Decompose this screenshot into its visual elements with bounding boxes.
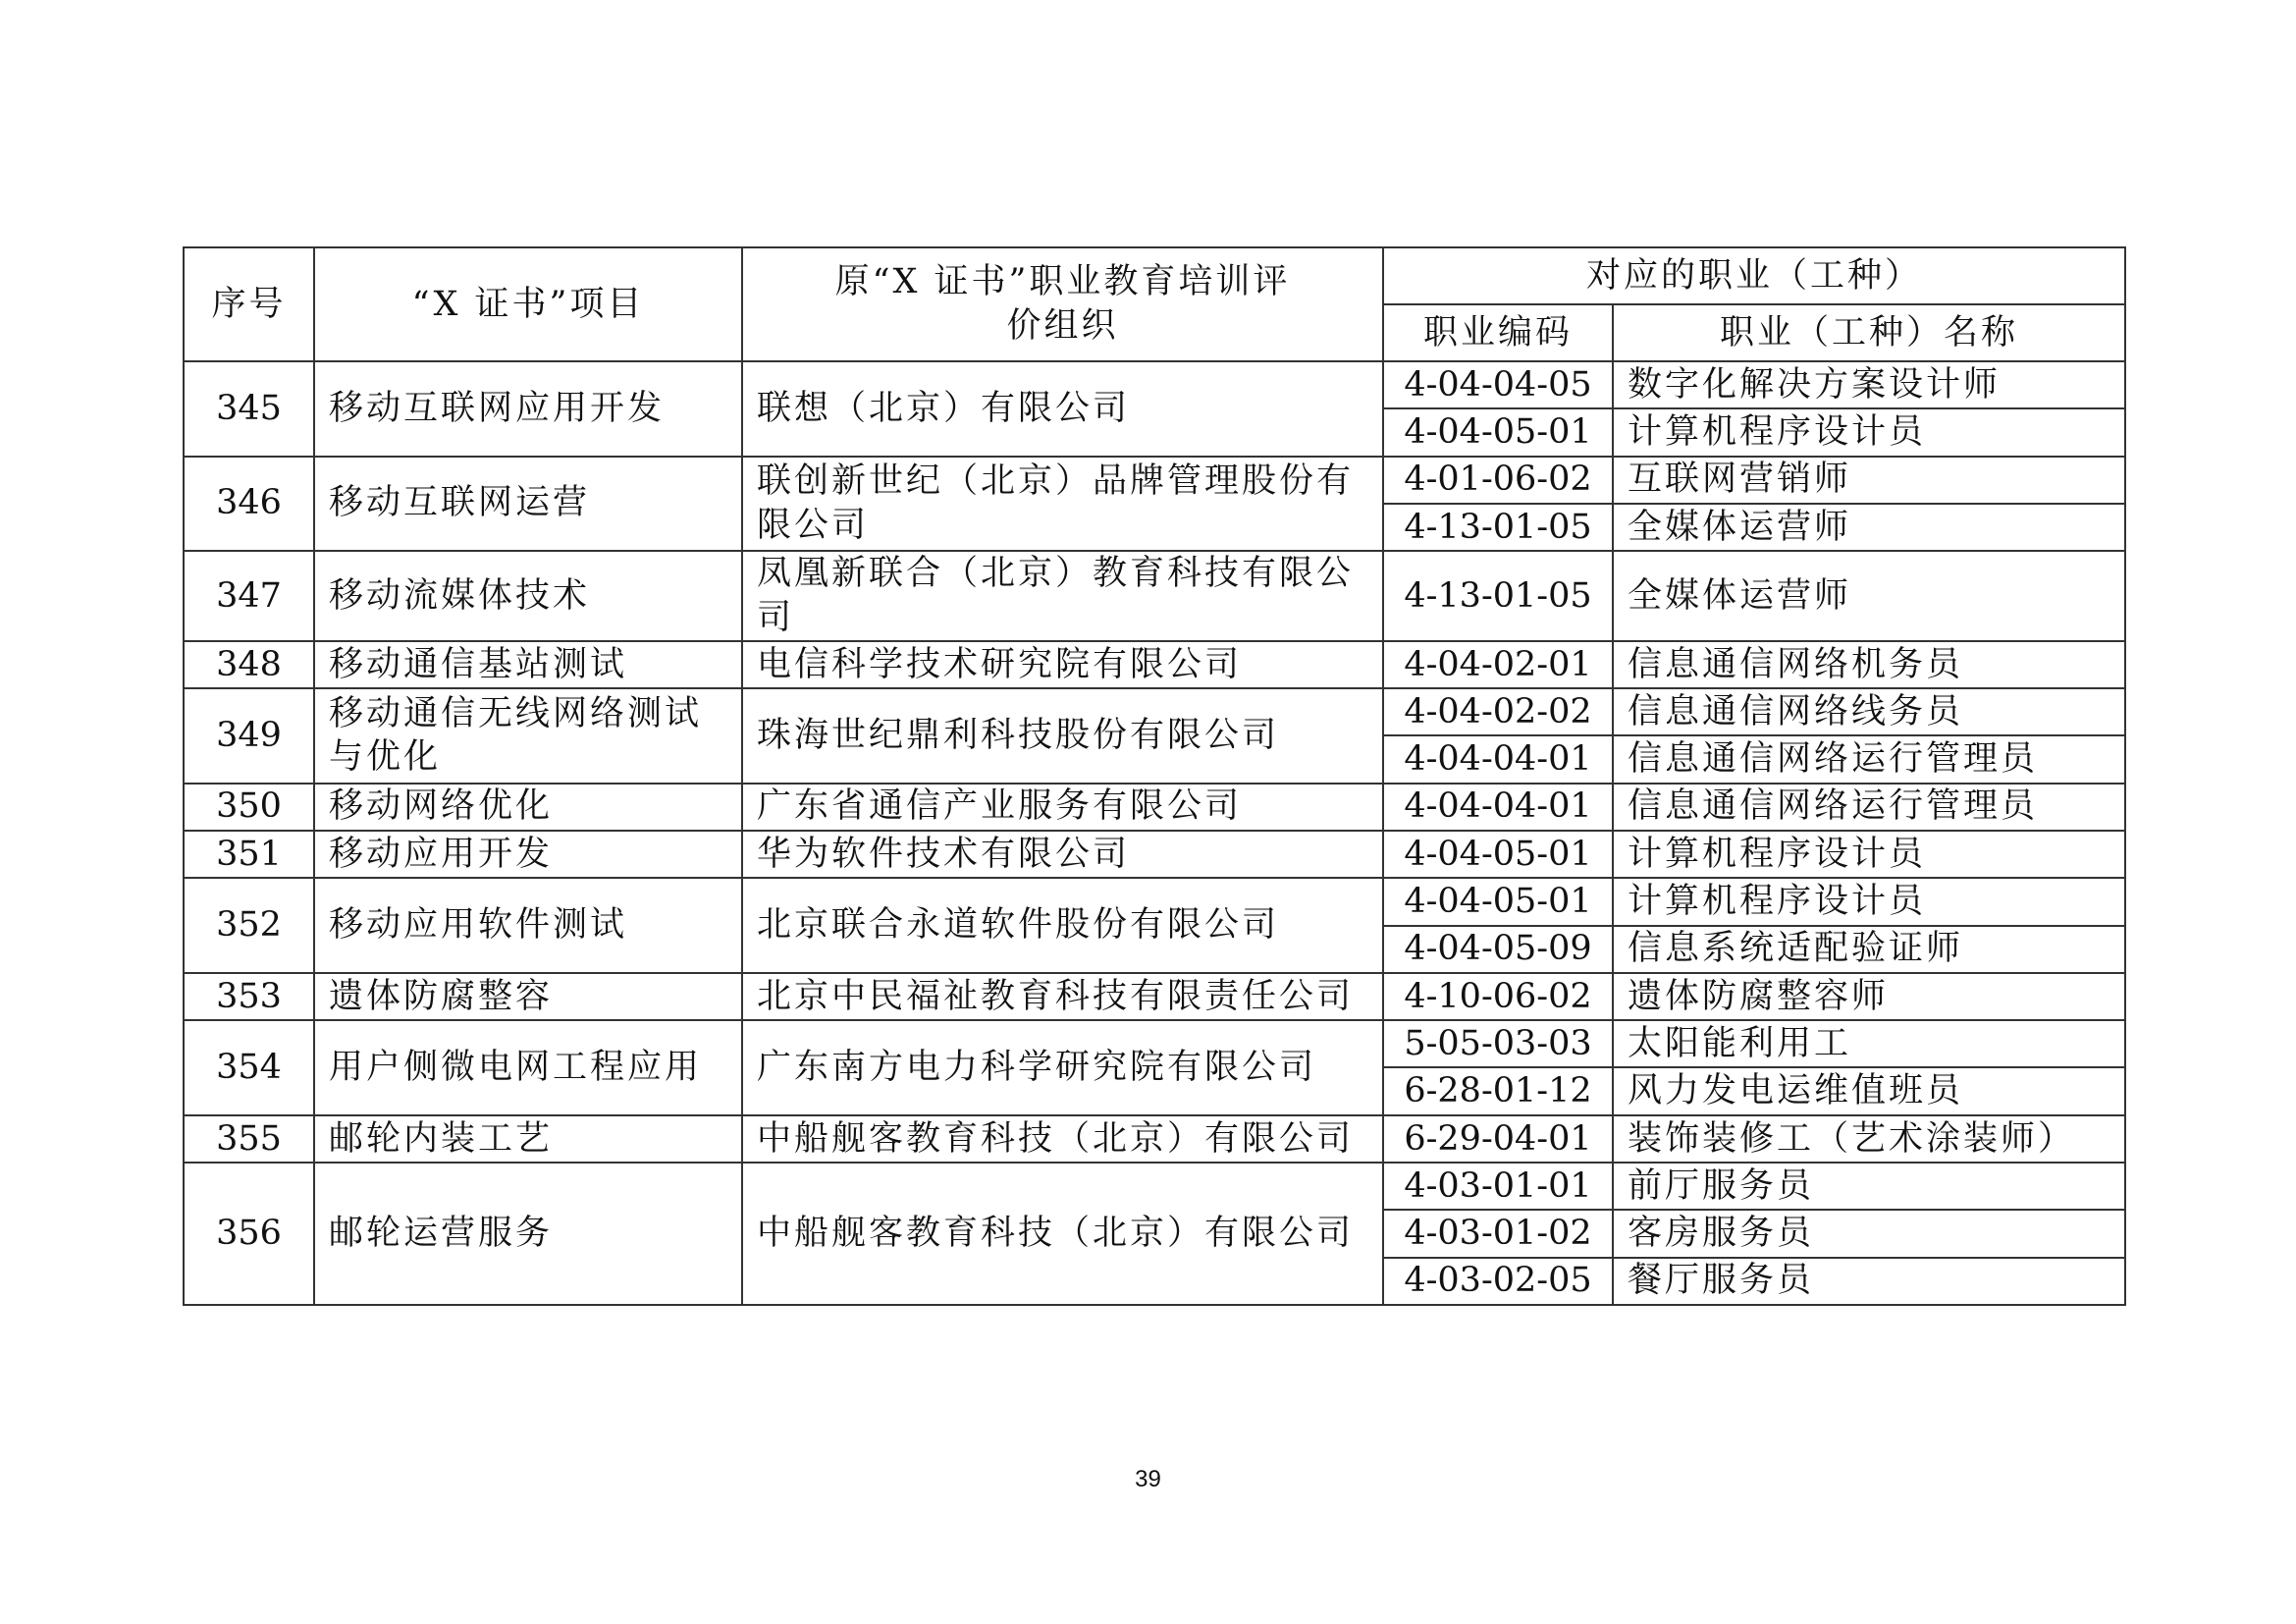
table-row — [184, 641, 2125, 688]
cell-occupation-code: 4-04-05-01 — [1383, 831, 1613, 878]
cell-project: 邮轮内装工艺 — [314, 1115, 742, 1163]
cell-occupation-name: 客房服务员 — [1613, 1210, 2125, 1257]
cell-occupation-code: 4-03-01-01 — [1383, 1163, 1613, 1210]
cell-org: 中船舰客教育科技（北京）有限公司 — [742, 1115, 1383, 1163]
header-org: 原“X 证书”职业教育培训评价组织 — [742, 247, 1383, 361]
cell-occupation-code: 4-04-02-02 — [1383, 688, 1613, 735]
cell-org: 珠海世纪鼎利科技股份有限公司 — [742, 688, 1383, 784]
cell-occupation-name: 前厅服务员 — [1613, 1163, 2125, 1210]
cell-occupation-code: 4-04-05-01 — [1383, 408, 1613, 456]
cell-occupation-code: 4-13-01-05 — [1383, 504, 1613, 551]
cell-no: 353 — [184, 973, 314, 1020]
cell-occupation-code: 5-05-03-03 — [1383, 1020, 1613, 1067]
cell-occupation-name: 信息通信网络线务员 — [1613, 688, 2125, 735]
cell-no: 347 — [184, 551, 314, 641]
cell-occupation-name: 数字化解决方案设计师 — [1613, 361, 2125, 408]
table-row — [184, 878, 2125, 925]
cell-project: 移动互联网应用开发 — [314, 361, 742, 457]
cell-no: 349 — [184, 688, 314, 784]
header-no: 序号 — [184, 247, 314, 361]
cell-project: 移动互联网运营 — [314, 457, 742, 552]
cell-project: 移动应用软件测试 — [314, 878, 742, 973]
cell-occupation-code: 4-04-05-09 — [1383, 926, 1613, 973]
cell-occupation-code: 4-04-04-05 — [1383, 361, 1613, 408]
cell-org: 凤凰新联合（北京）教育科技有限公司 — [742, 551, 1383, 641]
cell-no: 356 — [184, 1163, 314, 1305]
cell-occupation-name: 信息通信网络运行管理员 — [1613, 784, 2125, 831]
cell-org: 联创新世纪（北京）品牌管理股份有限公司 — [742, 457, 1383, 552]
cell-no: 346 — [184, 457, 314, 552]
cell-no: 352 — [184, 878, 314, 973]
cell-org: 中船舰客教育科技（北京）有限公司 — [742, 1163, 1383, 1305]
cell-occupation-name: 计算机程序设计员 — [1613, 878, 2125, 925]
cell-org: 华为软件技术有限公司 — [742, 831, 1383, 878]
occupation-table — [183, 246, 2126, 1306]
page-number: 39 — [1135, 1466, 1161, 1492]
cell-occupation-code: 4-04-05-01 — [1383, 878, 1613, 925]
table-row — [184, 457, 2125, 504]
cell-org: 电信科学技术研究院有限公司 — [742, 641, 1383, 688]
cell-no: 351 — [184, 831, 314, 878]
table-row — [184, 784, 2125, 831]
cell-occupation-name: 计算机程序设计员 — [1613, 831, 2125, 878]
cell-no: 354 — [184, 1020, 314, 1115]
cell-no: 348 — [184, 641, 314, 688]
cell-org: 联想（北京）有限公司 — [742, 361, 1383, 457]
cell-occupation-code: 4-01-06-02 — [1383, 457, 1613, 504]
cell-project: 移动流媒体技术 — [314, 551, 742, 641]
header-code: 职业编码 — [1383, 304, 1613, 361]
cell-occupation-code: 4-03-01-02 — [1383, 1210, 1613, 1257]
header-occupation: 对应的职业（工种） — [1383, 247, 2125, 304]
header-project: “X 证书”项目 — [314, 247, 742, 361]
table-row — [184, 1115, 2125, 1163]
cell-occupation-name: 信息系统适配验证师 — [1613, 926, 2125, 973]
table-row — [184, 973, 2125, 1020]
cell-occupation-name: 遗体防腐整容师 — [1613, 973, 2125, 1020]
cell-project: 移动通信无线网络测试与优化 — [314, 688, 742, 784]
table-row — [184, 688, 2125, 735]
cell-occupation-name: 信息通信网络运行管理员 — [1613, 735, 2125, 783]
cell-occupation-name: 风力发电运维值班员 — [1613, 1067, 2125, 1114]
cell-occupation-code: 4-03-02-05 — [1383, 1258, 1613, 1305]
table-row — [184, 551, 2125, 641]
cell-occupation-name: 互联网营销师 — [1613, 457, 2125, 504]
cell-no: 355 — [184, 1115, 314, 1163]
cell-occupation-code: 4-13-01-05 — [1383, 551, 1613, 641]
cell-project: 移动应用开发 — [314, 831, 742, 878]
cell-org: 广东南方电力科学研究院有限公司 — [742, 1020, 1383, 1115]
cell-occupation-name: 太阳能利用工 — [1613, 1020, 2125, 1067]
header-name: 职业（工种）名称 — [1613, 304, 2125, 361]
cell-occupation-code: 4-10-06-02 — [1383, 973, 1613, 1020]
cell-occupation-code: 4-04-02-01 — [1383, 641, 1613, 688]
cell-occupation-code: 4-04-04-01 — [1383, 735, 1613, 783]
cell-project: 移动网络优化 — [314, 784, 742, 831]
cell-occupation-code: 6-29-04-01 — [1383, 1115, 1613, 1163]
cell-no: 350 — [184, 784, 314, 831]
cell-occupation-name: 信息通信网络机务员 — [1613, 641, 2125, 688]
cell-project: 邮轮运营服务 — [314, 1163, 742, 1305]
cell-org: 北京中民福祉教育科技有限责任公司 — [742, 973, 1383, 1020]
cell-org: 北京联合永道软件股份有限公司 — [742, 878, 1383, 973]
cell-occupation-code: 4-04-04-01 — [1383, 784, 1613, 831]
table-row — [184, 831, 2125, 878]
cell-occupation-name: 全媒体运营师 — [1613, 504, 2125, 551]
cell-occupation-name: 餐厅服务员 — [1613, 1258, 2125, 1305]
table-body — [184, 361, 2125, 1305]
cell-no: 345 — [184, 361, 314, 457]
cell-project: 遗体防腐整容 — [314, 973, 742, 1020]
cell-occupation-name: 装饰装修工（艺术涂装师） — [1613, 1115, 2125, 1163]
header-row-1 — [184, 247, 2125, 304]
table-row — [184, 361, 2125, 408]
table-row — [184, 1020, 2125, 1067]
cell-project: 移动通信基站测试 — [314, 641, 742, 688]
cell-occupation-name: 计算机程序设计员 — [1613, 408, 2125, 456]
cell-occupation-code: 6-28-01-12 — [1383, 1067, 1613, 1114]
cell-project: 用户侧微电网工程应用 — [314, 1020, 742, 1115]
cell-occupation-name: 全媒体运营师 — [1613, 551, 2125, 641]
table-row — [184, 1163, 2125, 1210]
cell-org: 广东省通信产业服务有限公司 — [742, 784, 1383, 831]
